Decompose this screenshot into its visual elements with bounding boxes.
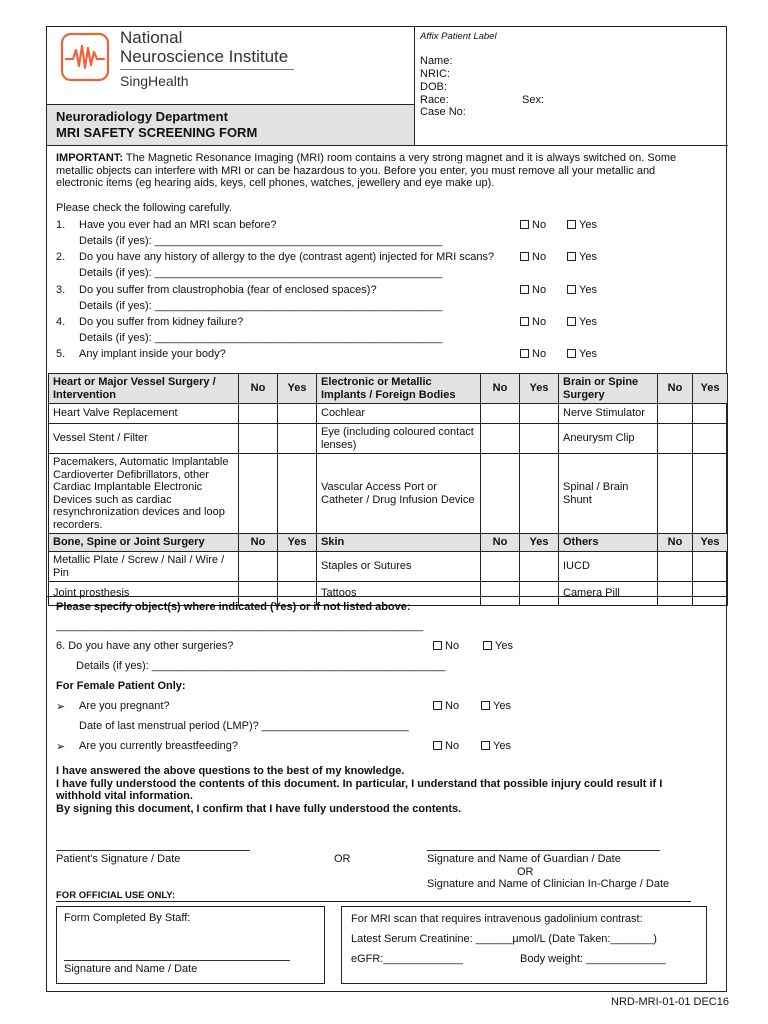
important-line-2: metallic objects can interfere with MRI or can be hazardous to you. Before you enter, you must remove all your metallic and	[56, 164, 656, 177]
header-bottom-line	[46, 145, 728, 146]
staff-box-title: Form Completed By Staff:	[64, 912, 191, 924]
yes-cell[interactable]	[278, 404, 317, 424]
question-3-no-label: No	[532, 284, 547, 296]
clinician-signature-label: Signature and Name of Clinician In-Charge / Date	[427, 878, 670, 890]
no-column-header: No	[481, 534, 520, 552]
logo-line-institute: Neuroscience Institute	[120, 47, 289, 66]
breastfeeding-yes-label: Yes	[493, 740, 511, 752]
vessel-stent-item: Vessel Stent / Filter	[49, 424, 239, 454]
declaration-line-3: withhold vital information.	[56, 790, 193, 802]
table-row	[49, 404, 728, 424]
question-6-yes-label: Yes	[495, 640, 513, 652]
question-1-number: 1.	[56, 219, 66, 231]
breastfeeding-no-checkbox[interactable]	[433, 741, 442, 750]
logo-underline	[120, 69, 294, 70]
yes-cell[interactable]	[520, 454, 559, 534]
arrow-bullet-icon: ➢	[56, 741, 66, 753]
official-use-underline	[56, 901, 691, 902]
yes-column-header: Yes	[278, 534, 317, 552]
question-6-no-option[interactable]	[433, 640, 459, 652]
question-3-number: 3.	[56, 284, 66, 296]
staples-item: Staples or Sutures	[317, 552, 481, 582]
yes-cell[interactable]	[693, 404, 728, 424]
question-5-yes-option[interactable]	[567, 348, 597, 360]
iucd-item: IUCD	[559, 552, 658, 582]
instructions-text: Please check the following carefully.	[56, 202, 232, 214]
egfr-field[interactable]: eGFR:_____________	[351, 953, 463, 965]
patient-dob-label: DOB:	[420, 81, 447, 93]
breastfeeding-question: Are you currently breastfeeding?	[79, 740, 238, 752]
question-4-yes-label: Yes	[579, 316, 597, 328]
question-6-no-label: No	[445, 640, 460, 652]
no-cell[interactable]	[481, 404, 520, 424]
question-3-no-checkbox[interactable]	[520, 285, 529, 294]
patient-label-title: Affix Patient Label	[420, 31, 497, 42]
declaration	[56, 765, 724, 815]
pregnant-no-checkbox[interactable]	[433, 701, 442, 710]
guardian-signature-label: Signature and Name of Guardian / Date	[427, 853, 621, 865]
no-cell[interactable]	[481, 424, 520, 454]
no-column-header: No	[239, 374, 278, 404]
question-5-text: Any implant inside your body?	[79, 348, 226, 360]
heart-surgery-header: Heart or Major Vessel Surgery / Intervention	[49, 374, 239, 404]
form-code: NRD-MRI-01-01 DEC16	[611, 996, 729, 1008]
arrow-bullet-icon: ➢	[56, 701, 66, 713]
header-divider	[414, 26, 415, 145]
no-cell[interactable]	[658, 404, 693, 424]
staff-signature-line[interactable]	[64, 960, 290, 961]
question-2-text: Do you have any history of allergy to the dye (contrast agent) injected for MRI scans?	[79, 251, 495, 263]
yes-cell[interactable]	[520, 404, 559, 424]
breastfeeding-no-label: No	[445, 740, 460, 752]
question-3-yes-checkbox[interactable]	[567, 285, 576, 294]
pregnant-question: Are you pregnant?	[79, 700, 170, 712]
logo-divider	[46, 104, 415, 105]
no-cell[interactable]	[658, 424, 693, 454]
question-5-yes-checkbox[interactable]	[567, 349, 576, 358]
official-use-label: FOR OFFICIAL USE ONLY:	[56, 890, 176, 901]
question-4-text: Do you suffer from kidney failure?	[79, 316, 244, 328]
question-2-no-option[interactable]	[520, 251, 546, 263]
skin-header: Skin	[317, 534, 481, 552]
yes-cell[interactable]	[693, 552, 728, 582]
eye-lens-item: Eye (including coloured contact lenses)	[317, 424, 481, 454]
declaration-line-2: I have fully understood the contents of this document. In particular, I understand that possible injury could result if I	[56, 777, 663, 790]
important-label: IMPORTANT:	[56, 152, 124, 164]
question-4-no-checkbox[interactable]	[520, 317, 529, 326]
question-2-yes-checkbox[interactable]	[567, 252, 576, 261]
pregnant-no-label: No	[445, 700, 460, 712]
no-cell[interactable]	[481, 454, 520, 534]
lmp-question[interactable]: Date of last menstrual period (LMP)? ________________________	[79, 720, 409, 732]
implant-table-header-1	[49, 374, 728, 404]
question-5-no-option[interactable]	[520, 348, 546, 360]
question-1-text: Have you ever had an MRI scan before?	[79, 219, 277, 231]
serum-creatinine-field[interactable]: Latest Serum Creatinine: ______µmol/L (Date Taken:_______)	[351, 933, 657, 945]
shunt-item: Spinal / Brain Shunt	[559, 454, 658, 534]
question-2-no-label: No	[532, 251, 547, 263]
bone-spine-header: Bone, Spine or Joint Surgery	[49, 534, 239, 552]
yes-cell[interactable]	[278, 424, 317, 454]
question-1-yes-checkbox[interactable]	[567, 220, 576, 229]
camera-pill-item: Camera Pill	[559, 582, 658, 606]
female-section-title: For Female Patient Only:	[56, 680, 186, 692]
question-6-no-checkbox[interactable]	[433, 641, 442, 650]
tattoos-item: Tattoos	[317, 582, 481, 606]
no-cell[interactable]	[239, 552, 278, 582]
yes-cell[interactable]	[520, 582, 559, 606]
form-title: MRI SAFETY SCREENING FORM	[56, 125, 258, 140]
yes-column-header: Yes	[278, 374, 317, 404]
pregnant-yes-label: Yes	[493, 700, 511, 712]
yes-column-header: Yes	[693, 374, 728, 404]
aneurysm-clip-item: Aneurysm Clip	[559, 424, 658, 454]
question-6-yes-option[interactable]	[483, 640, 513, 652]
no-cell[interactable]	[481, 582, 520, 606]
yes-column-header: Yes	[693, 534, 728, 552]
table-row	[49, 454, 728, 534]
breastfeeding-no-option[interactable]	[433, 740, 459, 752]
important-line-1: The Magnetic Resonance Imaging (MRI) room contains a very strong magnet and it is always switched on. Some	[125, 152, 677, 164]
table-row	[49, 424, 728, 454]
question-1-no-label: No	[532, 219, 547, 231]
question-6-text: 6. Do you have any other surgeries?	[56, 640, 234, 652]
electronic-implants-header: Electronic or Metallic Implants / Foreign Bodies	[317, 374, 481, 404]
pregnant-yes-checkbox[interactable]	[481, 701, 490, 710]
question-3-no-option[interactable]	[520, 284, 546, 296]
yes-cell[interactable]	[693, 424, 728, 454]
yes-cell[interactable]	[278, 552, 317, 582]
patient-nric-label: NRIC:	[420, 68, 450, 80]
question-5-no-label: No	[532, 348, 547, 360]
logo-line-national: National	[120, 28, 183, 47]
declaration-line-1: I have answered the above questions to the best of my knowledge.	[56, 765, 405, 777]
staff-signature-label: Signature and Name / Date	[64, 963, 198, 975]
patient-name-label: Name:	[420, 55, 453, 67]
important-notice	[56, 152, 724, 190]
question-4-number: 4.	[56, 316, 66, 328]
question-4-details[interactable]: Details (if yes): _______________________________________________	[79, 332, 443, 344]
heart-valve-item: Heart Valve Replacement	[49, 404, 239, 424]
breastfeeding-yes-checkbox[interactable]	[481, 741, 490, 750]
no-cell[interactable]	[658, 454, 693, 534]
vascular-port-item: Vascular Access Port or Catheter / Drug Infusion Device	[317, 454, 481, 534]
logo-line-singhealth: SingHealth	[120, 73, 189, 89]
implant-table	[48, 373, 728, 606]
question-3-details[interactable]: Details (if yes): _______________________________________________	[79, 300, 443, 312]
no-column-header: No	[658, 374, 693, 404]
gadolinium-box-title: For MRI scan that requires intravenous gadolinium contrast:	[351, 913, 643, 925]
question-1-no-checkbox[interactable]	[520, 220, 529, 229]
patient-signature-label: Patient's Signature / Date	[56, 853, 181, 865]
question-2-number: 2.	[56, 251, 66, 263]
question-1-details[interactable]: Details (if yes): _______________________________________________	[79, 235, 443, 247]
question-4-yes-option[interactable]	[567, 316, 597, 328]
no-cell[interactable]	[481, 552, 520, 582]
question-1-yes-label: Yes	[579, 219, 597, 231]
patient-race-label: Race:	[420, 94, 449, 106]
cochlear-item: Cochlear	[317, 404, 481, 424]
question-2-yes-option[interactable]	[567, 251, 597, 263]
question-4-no-option[interactable]	[520, 316, 546, 328]
patient-signature-line[interactable]	[56, 850, 250, 851]
declaration-line-4: By signing this document, I confirm that I have fully understood the contents.	[56, 802, 462, 815]
pregnant-no-option[interactable]	[433, 700, 459, 712]
question-3-yes-label: Yes	[579, 284, 597, 296]
table-row	[49, 552, 728, 582]
or-label-1: OR	[334, 853, 351, 865]
joint-prosthesis-item: Joint prosthesis	[49, 582, 239, 606]
question-3-text: Do you suffer from claustrophobia (fear of enclosed spaces)?	[79, 284, 377, 296]
question-1-no-option[interactable]	[520, 219, 546, 231]
question-6-yes-checkbox[interactable]	[483, 641, 492, 650]
metallic-plate-item: Metallic Plate / Screw / Nail / Wire / Pin	[49, 552, 239, 582]
question-5-yes-label: Yes	[579, 348, 597, 360]
important-line-3: electronic items (eg hearing aids, keys, cell phones, watches, jewellery and eye make up).	[56, 177, 495, 189]
no-cell[interactable]	[239, 454, 278, 534]
question-2-yes-label: Yes	[579, 251, 597, 263]
yes-column-header: Yes	[520, 374, 559, 404]
no-column-header: No	[658, 534, 693, 552]
question-4-no-label: No	[532, 316, 547, 328]
question-3-yes-option[interactable]	[567, 284, 597, 296]
no-column-header: No	[481, 374, 520, 404]
yes-cell[interactable]	[520, 552, 559, 582]
or-label-2: OR	[517, 866, 534, 878]
brain-spine-header: Brain or Spine Surgery	[559, 374, 658, 404]
question-2-no-checkbox[interactable]	[520, 252, 529, 261]
no-cell[interactable]	[658, 582, 693, 606]
brain-wave-logo-icon	[60, 32, 110, 82]
breastfeeding-yes-option[interactable]	[481, 740, 511, 752]
nerve-stimulator-item: Nerve Stimulator	[559, 404, 658, 424]
question-5-number: 5.	[56, 348, 66, 360]
question-2-details[interactable]: Details (if yes): _______________________________________________	[79, 267, 443, 279]
yes-cell[interactable]	[693, 582, 728, 606]
yes-cell[interactable]	[278, 454, 317, 534]
specify-label: Please specify object(s) where indicated (Yes) or if not listed above:	[56, 601, 411, 613]
no-column-header: No	[239, 534, 278, 552]
question-5-no-checkbox[interactable]	[520, 349, 529, 358]
question-1-yes-option[interactable]	[567, 219, 597, 231]
yes-cell[interactable]	[693, 454, 728, 534]
pacemaker-item: Pacemakers, Automatic Implantable Cardioverter Defibrillators, other Cardiac Implantable Electronic Devices such as cardiac resynchronization devices and loop recorders.	[49, 454, 239, 534]
question-6-details[interactable]: Details (if yes): ________________________________________________	[76, 660, 446, 672]
no-cell[interactable]	[239, 424, 278, 454]
patient-case-no-label: Case No:	[420, 106, 466, 118]
table-bottom-line	[46, 596, 728, 597]
pregnant-yes-option[interactable]	[481, 700, 511, 712]
no-cell[interactable]	[239, 404, 278, 424]
specify-line[interactable]: ____________________________________________________________	[56, 620, 424, 632]
others-header: Others	[559, 534, 658, 552]
no-cell[interactable]	[658, 552, 693, 582]
yes-cell[interactable]	[520, 424, 559, 454]
guardian-signature-line[interactable]	[427, 850, 660, 851]
body-weight-field[interactable]: Body weight: _____________	[520, 953, 666, 965]
question-4-yes-checkbox[interactable]	[567, 317, 576, 326]
patient-sex-label: Sex:	[522, 94, 545, 106]
yes-column-header: Yes	[520, 534, 559, 552]
department-name: Neuroradiology Department	[56, 109, 228, 124]
implant-table-header-2	[49, 534, 728, 552]
